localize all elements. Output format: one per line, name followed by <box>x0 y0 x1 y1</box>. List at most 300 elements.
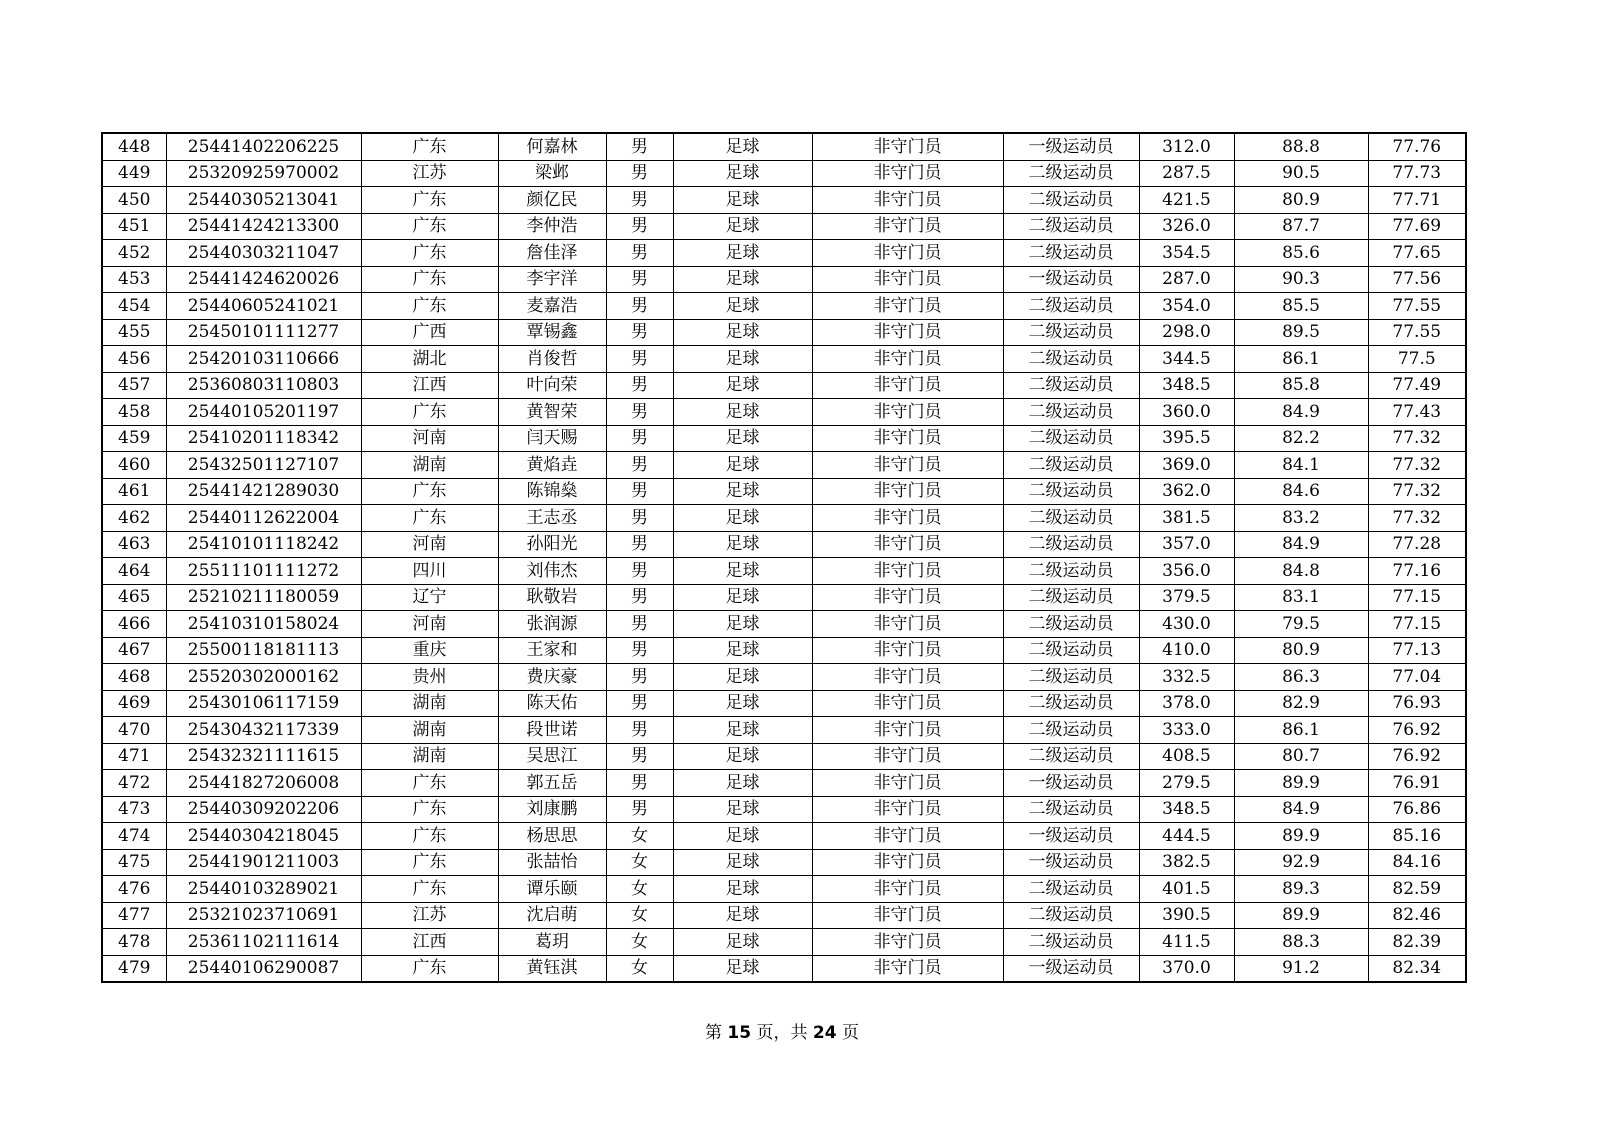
cell-total-score: 77.65 <box>1368 240 1466 267</box>
cell-sport: 足球 <box>673 929 812 956</box>
cell-score-b: 80.9 <box>1234 187 1368 214</box>
cell-score-a: 379.5 <box>1139 584 1234 611</box>
cell-score-b: 80.9 <box>1234 637 1368 664</box>
cell-name: 张喆怡 <box>498 849 606 876</box>
cell-score-b: 87.7 <box>1234 213 1368 240</box>
cell-score-a: 360.0 <box>1139 399 1234 426</box>
cell-candidate-id: 25441424620026 <box>166 266 361 293</box>
cell-gender: 男 <box>606 213 673 240</box>
cell-province: 重庆 <box>361 637 498 664</box>
table-row <box>102 266 1466 293</box>
cell-row-index: 455 <box>102 319 166 346</box>
cell-name: 叶向荣 <box>498 372 606 399</box>
cell-score-a: 401.5 <box>1139 876 1234 903</box>
cell-total-score: 77.15 <box>1368 611 1466 638</box>
table-row <box>102 929 1466 956</box>
cell-province: 广东 <box>361 133 498 160</box>
cell-score-b: 92.9 <box>1234 849 1368 876</box>
cell-name: 李宇洋 <box>498 266 606 293</box>
cell-row-index: 472 <box>102 770 166 797</box>
cell-row-index: 457 <box>102 372 166 399</box>
cell-score-a: 390.5 <box>1139 902 1234 929</box>
cell-province: 湖南 <box>361 690 498 717</box>
cell-athlete-level: 二级运动员 <box>1003 558 1139 585</box>
cell-name: 刘康鹏 <box>498 796 606 823</box>
cell-province: 河南 <box>361 425 498 452</box>
cell-total-score: 77.32 <box>1368 505 1466 532</box>
cell-position: 非守门员 <box>812 372 1003 399</box>
cell-athlete-level: 二级运动员 <box>1003 611 1139 638</box>
cell-province: 江苏 <box>361 160 498 187</box>
cell-athlete-level: 一级运动员 <box>1003 849 1139 876</box>
table-row <box>102 160 1466 187</box>
cell-row-index: 477 <box>102 902 166 929</box>
cell-athlete-level: 二级运动员 <box>1003 452 1139 479</box>
table-row <box>102 213 1466 240</box>
cell-total-score: 82.39 <box>1368 929 1466 956</box>
cell-candidate-id: 25441827206008 <box>166 770 361 797</box>
cell-gender: 男 <box>606 399 673 426</box>
cell-gender: 男 <box>606 743 673 770</box>
cell-athlete-level: 二级运动员 <box>1003 690 1139 717</box>
cell-candidate-id: 25440605241021 <box>166 293 361 320</box>
cell-total-score: 76.92 <box>1368 717 1466 744</box>
cell-gender: 男 <box>606 796 673 823</box>
cell-candidate-id: 25432321111615 <box>166 743 361 770</box>
cell-score-a: 344.5 <box>1139 346 1234 373</box>
table-row <box>102 531 1466 558</box>
cell-gender: 男 <box>606 770 673 797</box>
cell-score-b: 86.3 <box>1234 664 1368 691</box>
cell-gender: 男 <box>606 452 673 479</box>
cell-score-a: 421.5 <box>1139 187 1234 214</box>
cell-name: 郭五岳 <box>498 770 606 797</box>
cell-name: 孙阳光 <box>498 531 606 558</box>
cell-province: 江西 <box>361 372 498 399</box>
cell-candidate-id: 25440309202206 <box>166 796 361 823</box>
cell-position: 非守门员 <box>812 531 1003 558</box>
cell-gender: 男 <box>606 319 673 346</box>
cell-athlete-level: 二级运动员 <box>1003 213 1139 240</box>
cell-total-score: 77.32 <box>1368 425 1466 452</box>
cell-athlete-level: 二级运动员 <box>1003 902 1139 929</box>
cell-score-b: 84.6 <box>1234 478 1368 505</box>
cell-name: 黄钰淇 <box>498 955 606 982</box>
cell-gender: 女 <box>606 849 673 876</box>
cell-sport: 足球 <box>673 399 812 426</box>
cell-total-score: 82.59 <box>1368 876 1466 903</box>
cell-score-a: 410.0 <box>1139 637 1234 664</box>
cell-province: 江苏 <box>361 902 498 929</box>
cell-row-index: 460 <box>102 452 166 479</box>
cell-athlete-level: 一级运动员 <box>1003 955 1139 982</box>
table-row <box>102 717 1466 744</box>
cell-athlete-level: 二级运动员 <box>1003 664 1139 691</box>
cell-score-a: 430.0 <box>1139 611 1234 638</box>
cell-gender: 男 <box>606 293 673 320</box>
cell-row-index: 466 <box>102 611 166 638</box>
cell-athlete-level: 二级运动员 <box>1003 584 1139 611</box>
cell-province: 广东 <box>361 399 498 426</box>
table-body <box>102 133 1466 982</box>
cell-total-score: 77.16 <box>1368 558 1466 585</box>
cell-score-a: 298.0 <box>1139 319 1234 346</box>
cell-score-b: 83.2 <box>1234 505 1368 532</box>
cell-candidate-id: 25450101111277 <box>166 319 361 346</box>
cell-sport: 足球 <box>673 266 812 293</box>
cell-candidate-id: 25360803110803 <box>166 372 361 399</box>
cell-score-a: 362.0 <box>1139 478 1234 505</box>
cell-province: 广东 <box>361 213 498 240</box>
cell-sport: 足球 <box>673 187 812 214</box>
cell-province: 四川 <box>361 558 498 585</box>
cell-candidate-id: 25441424213300 <box>166 213 361 240</box>
cell-position: 非守门员 <box>812 584 1003 611</box>
cell-province: 河南 <box>361 531 498 558</box>
cell-athlete-level: 一级运动员 <box>1003 770 1139 797</box>
results-table <box>101 132 1467 983</box>
cell-score-a: 332.5 <box>1139 664 1234 691</box>
cell-score-b: 84.1 <box>1234 452 1368 479</box>
cell-candidate-id: 25441421289030 <box>166 478 361 505</box>
cell-candidate-id: 25440112622004 <box>166 505 361 532</box>
cell-candidate-id: 25410201118342 <box>166 425 361 452</box>
table-row <box>102 372 1466 399</box>
cell-row-index: 462 <box>102 505 166 532</box>
cell-sport: 足球 <box>673 319 812 346</box>
table-row <box>102 319 1466 346</box>
cell-score-a: 312.0 <box>1139 133 1234 160</box>
table-row <box>102 452 1466 479</box>
cell-score-a: 369.0 <box>1139 452 1234 479</box>
cell-score-b: 90.3 <box>1234 266 1368 293</box>
cell-score-a: 287.5 <box>1139 160 1234 187</box>
cell-gender: 男 <box>606 425 673 452</box>
cell-score-b: 85.8 <box>1234 372 1368 399</box>
cell-candidate-id: 25441901211003 <box>166 849 361 876</box>
cell-position: 非守门员 <box>812 876 1003 903</box>
cell-gender: 男 <box>606 531 673 558</box>
table-row <box>102 240 1466 267</box>
cell-position: 非守门员 <box>812 133 1003 160</box>
cell-athlete-level: 二级运动员 <box>1003 637 1139 664</box>
cell-row-index: 478 <box>102 929 166 956</box>
cell-name: 闫天赐 <box>498 425 606 452</box>
cell-score-b: 89.9 <box>1234 902 1368 929</box>
footer-total-pages: 24 <box>812 1023 837 1043</box>
cell-score-b: 79.5 <box>1234 611 1368 638</box>
cell-score-a: 348.5 <box>1139 372 1234 399</box>
cell-total-score: 77.32 <box>1368 452 1466 479</box>
cell-total-score: 77.55 <box>1368 293 1466 320</box>
cell-score-b: 89.9 <box>1234 823 1368 850</box>
cell-position: 非守门员 <box>812 240 1003 267</box>
cell-sport: 足球 <box>673 240 812 267</box>
cell-score-b: 88.8 <box>1234 133 1368 160</box>
cell-row-index: 461 <box>102 478 166 505</box>
cell-name: 黄焰垚 <box>498 452 606 479</box>
cell-name: 何嘉林 <box>498 133 606 160</box>
cell-candidate-id: 25430432117339 <box>166 717 361 744</box>
cell-score-b: 86.1 <box>1234 346 1368 373</box>
cell-row-index: 459 <box>102 425 166 452</box>
page-footer <box>0 1018 1564 1043</box>
cell-gender: 女 <box>606 902 673 929</box>
cell-candidate-id: 25520302000162 <box>166 664 361 691</box>
cell-gender: 男 <box>606 558 673 585</box>
cell-province: 贵州 <box>361 664 498 691</box>
table-row <box>102 478 1466 505</box>
cell-candidate-id: 25320925970002 <box>166 160 361 187</box>
cell-province: 广东 <box>361 796 498 823</box>
cell-score-b: 84.9 <box>1234 399 1368 426</box>
cell-row-index: 450 <box>102 187 166 214</box>
cell-score-a: 408.5 <box>1139 743 1234 770</box>
cell-province: 河南 <box>361 611 498 638</box>
cell-athlete-level: 一级运动员 <box>1003 823 1139 850</box>
footer-page-number: 15 <box>727 1023 752 1043</box>
cell-name: 陈天佑 <box>498 690 606 717</box>
cell-athlete-level: 二级运动员 <box>1003 743 1139 770</box>
cell-sport: 足球 <box>673 452 812 479</box>
cell-row-index: 452 <box>102 240 166 267</box>
cell-gender: 男 <box>606 611 673 638</box>
cell-sport: 足球 <box>673 717 812 744</box>
table-row <box>102 902 1466 929</box>
cell-athlete-level: 二级运动员 <box>1003 372 1139 399</box>
footer-middle: 页，共 <box>756 1023 808 1043</box>
table-row <box>102 637 1466 664</box>
cell-sport: 足球 <box>673 611 812 638</box>
cell-score-b: 84.9 <box>1234 531 1368 558</box>
cell-gender: 男 <box>606 717 673 744</box>
table-row <box>102 611 1466 638</box>
cell-score-b: 84.9 <box>1234 796 1368 823</box>
cell-name: 陈锦燊 <box>498 478 606 505</box>
table-row <box>102 425 1466 452</box>
cell-province: 湖南 <box>361 717 498 744</box>
table-row <box>102 796 1466 823</box>
cell-total-score: 77.69 <box>1368 213 1466 240</box>
cell-gender: 女 <box>606 876 673 903</box>
cell-gender: 男 <box>606 240 673 267</box>
cell-sport: 足球 <box>673 425 812 452</box>
cell-province: 广东 <box>361 187 498 214</box>
cell-row-index: 453 <box>102 266 166 293</box>
cell-province: 广东 <box>361 505 498 532</box>
cell-score-a: 357.0 <box>1139 531 1234 558</box>
cell-position: 非守门员 <box>812 452 1003 479</box>
cell-position: 非守门员 <box>812 770 1003 797</box>
cell-score-b: 82.9 <box>1234 690 1368 717</box>
cell-name: 杨思思 <box>498 823 606 850</box>
cell-candidate-id: 25500118181113 <box>166 637 361 664</box>
cell-gender: 男 <box>606 478 673 505</box>
cell-candidate-id: 25440105201197 <box>166 399 361 426</box>
cell-province: 广东 <box>361 823 498 850</box>
cell-row-index: 474 <box>102 823 166 850</box>
cell-name: 王志丞 <box>498 505 606 532</box>
cell-score-a: 287.0 <box>1139 266 1234 293</box>
cell-candidate-id: 25440103289021 <box>166 876 361 903</box>
cell-sport: 足球 <box>673 823 812 850</box>
cell-row-index: 451 <box>102 213 166 240</box>
cell-score-a: 348.5 <box>1139 796 1234 823</box>
cell-position: 非守门员 <box>812 690 1003 717</box>
cell-row-index: 470 <box>102 717 166 744</box>
table-row <box>102 399 1466 426</box>
cell-name: 肖俊哲 <box>498 346 606 373</box>
cell-name: 葛玥 <box>498 929 606 956</box>
cell-sport: 足球 <box>673 902 812 929</box>
footer-suffix: 页 <box>841 1023 859 1043</box>
cell-province: 广东 <box>361 770 498 797</box>
cell-athlete-level: 二级运动员 <box>1003 240 1139 267</box>
cell-score-a: 381.5 <box>1139 505 1234 532</box>
table-row <box>102 133 1466 160</box>
cell-candidate-id: 25321023710691 <box>166 902 361 929</box>
cell-province: 广东 <box>361 955 498 982</box>
cell-row-index: 469 <box>102 690 166 717</box>
cell-sport: 足球 <box>673 876 812 903</box>
cell-gender: 男 <box>606 637 673 664</box>
cell-position: 非守门员 <box>812 849 1003 876</box>
cell-candidate-id: 25430106117159 <box>166 690 361 717</box>
cell-name: 沈启萌 <box>498 902 606 929</box>
cell-total-score: 77.73 <box>1368 160 1466 187</box>
cell-sport: 足球 <box>673 664 812 691</box>
cell-sport: 足球 <box>673 160 812 187</box>
cell-name: 王家和 <box>498 637 606 664</box>
cell-gender: 男 <box>606 584 673 611</box>
cell-score-b: 89.5 <box>1234 319 1368 346</box>
cell-row-index: 465 <box>102 584 166 611</box>
cell-row-index: 467 <box>102 637 166 664</box>
cell-position: 非守门员 <box>812 955 1003 982</box>
cell-score-a: 354.5 <box>1139 240 1234 267</box>
cell-position: 非守门员 <box>812 266 1003 293</box>
cell-position: 非守门员 <box>812 717 1003 744</box>
cell-sport: 足球 <box>673 637 812 664</box>
table-row <box>102 770 1466 797</box>
cell-athlete-level: 二级运动员 <box>1003 929 1139 956</box>
cell-total-score: 77.13 <box>1368 637 1466 664</box>
cell-position: 非守门员 <box>812 346 1003 373</box>
cell-athlete-level: 二级运动员 <box>1003 796 1139 823</box>
cell-position: 非守门员 <box>812 664 1003 691</box>
cell-candidate-id: 25361102111614 <box>166 929 361 956</box>
cell-total-score: 82.34 <box>1368 955 1466 982</box>
cell-sport: 足球 <box>673 770 812 797</box>
cell-athlete-level: 二级运动员 <box>1003 478 1139 505</box>
cell-name: 耿敬岩 <box>498 584 606 611</box>
cell-province: 广西 <box>361 319 498 346</box>
cell-name: 詹佳泽 <box>498 240 606 267</box>
cell-athlete-level: 二级运动员 <box>1003 187 1139 214</box>
cell-score-b: 85.6 <box>1234 240 1368 267</box>
cell-position: 非守门员 <box>812 213 1003 240</box>
cell-candidate-id: 25511101111272 <box>166 558 361 585</box>
cell-province: 江西 <box>361 929 498 956</box>
cell-gender: 男 <box>606 133 673 160</box>
cell-sport: 足球 <box>673 690 812 717</box>
cell-candidate-id: 25210211180059 <box>166 584 361 611</box>
cell-score-a: 444.5 <box>1139 823 1234 850</box>
cell-sport: 足球 <box>673 133 812 160</box>
cell-position: 非守门员 <box>812 478 1003 505</box>
cell-name: 颜亿民 <box>498 187 606 214</box>
cell-sport: 足球 <box>673 796 812 823</box>
cell-gender: 男 <box>606 664 673 691</box>
cell-sport: 足球 <box>673 293 812 320</box>
cell-sport: 足球 <box>673 478 812 505</box>
cell-gender: 男 <box>606 690 673 717</box>
cell-total-score: 77.5 <box>1368 346 1466 373</box>
cell-score-a: 370.0 <box>1139 955 1234 982</box>
cell-candidate-id: 25440303211047 <box>166 240 361 267</box>
cell-position: 非守门员 <box>812 558 1003 585</box>
table-row <box>102 293 1466 320</box>
cell-sport: 足球 <box>673 743 812 770</box>
cell-province: 湖南 <box>361 452 498 479</box>
cell-gender: 女 <box>606 929 673 956</box>
cell-candidate-id: 25410101118242 <box>166 531 361 558</box>
cell-total-score: 77.49 <box>1368 372 1466 399</box>
table-row <box>102 584 1466 611</box>
cell-athlete-level: 二级运动员 <box>1003 505 1139 532</box>
cell-athlete-level: 二级运动员 <box>1003 293 1139 320</box>
cell-position: 非守门员 <box>812 743 1003 770</box>
cell-province: 辽宁 <box>361 584 498 611</box>
table-row <box>102 558 1466 585</box>
cell-sport: 足球 <box>673 505 812 532</box>
cell-athlete-level: 一级运动员 <box>1003 133 1139 160</box>
cell-name: 吴思江 <box>498 743 606 770</box>
cell-sport: 足球 <box>673 372 812 399</box>
cell-candidate-id: 25440106290087 <box>166 955 361 982</box>
cell-name: 段世诺 <box>498 717 606 744</box>
table-row <box>102 743 1466 770</box>
cell-sport: 足球 <box>673 955 812 982</box>
cell-row-index: 464 <box>102 558 166 585</box>
cell-name: 谭乐颐 <box>498 876 606 903</box>
cell-gender: 男 <box>606 372 673 399</box>
cell-gender: 男 <box>606 266 673 293</box>
cell-score-b: 80.7 <box>1234 743 1368 770</box>
cell-position: 非守门员 <box>812 929 1003 956</box>
cell-sport: 足球 <box>673 346 812 373</box>
cell-gender: 女 <box>606 823 673 850</box>
cell-sport: 足球 <box>673 213 812 240</box>
cell-sport: 足球 <box>673 584 812 611</box>
cell-sport: 足球 <box>673 531 812 558</box>
cell-position: 非守门员 <box>812 187 1003 214</box>
cell-name: 麦嘉浩 <box>498 293 606 320</box>
cell-score-a: 356.0 <box>1139 558 1234 585</box>
cell-row-index: 475 <box>102 849 166 876</box>
cell-score-b: 85.5 <box>1234 293 1368 320</box>
cell-athlete-level: 一级运动员 <box>1003 266 1139 293</box>
cell-row-index: 471 <box>102 743 166 770</box>
cell-athlete-level: 二级运动员 <box>1003 425 1139 452</box>
cell-province: 湖南 <box>361 743 498 770</box>
cell-candidate-id: 25441402206225 <box>166 133 361 160</box>
cell-total-score: 77.15 <box>1368 584 1466 611</box>
cell-score-a: 354.0 <box>1139 293 1234 320</box>
cell-athlete-level: 二级运动员 <box>1003 319 1139 346</box>
cell-candidate-id: 25440304218045 <box>166 823 361 850</box>
cell-score-b: 89.3 <box>1234 876 1368 903</box>
